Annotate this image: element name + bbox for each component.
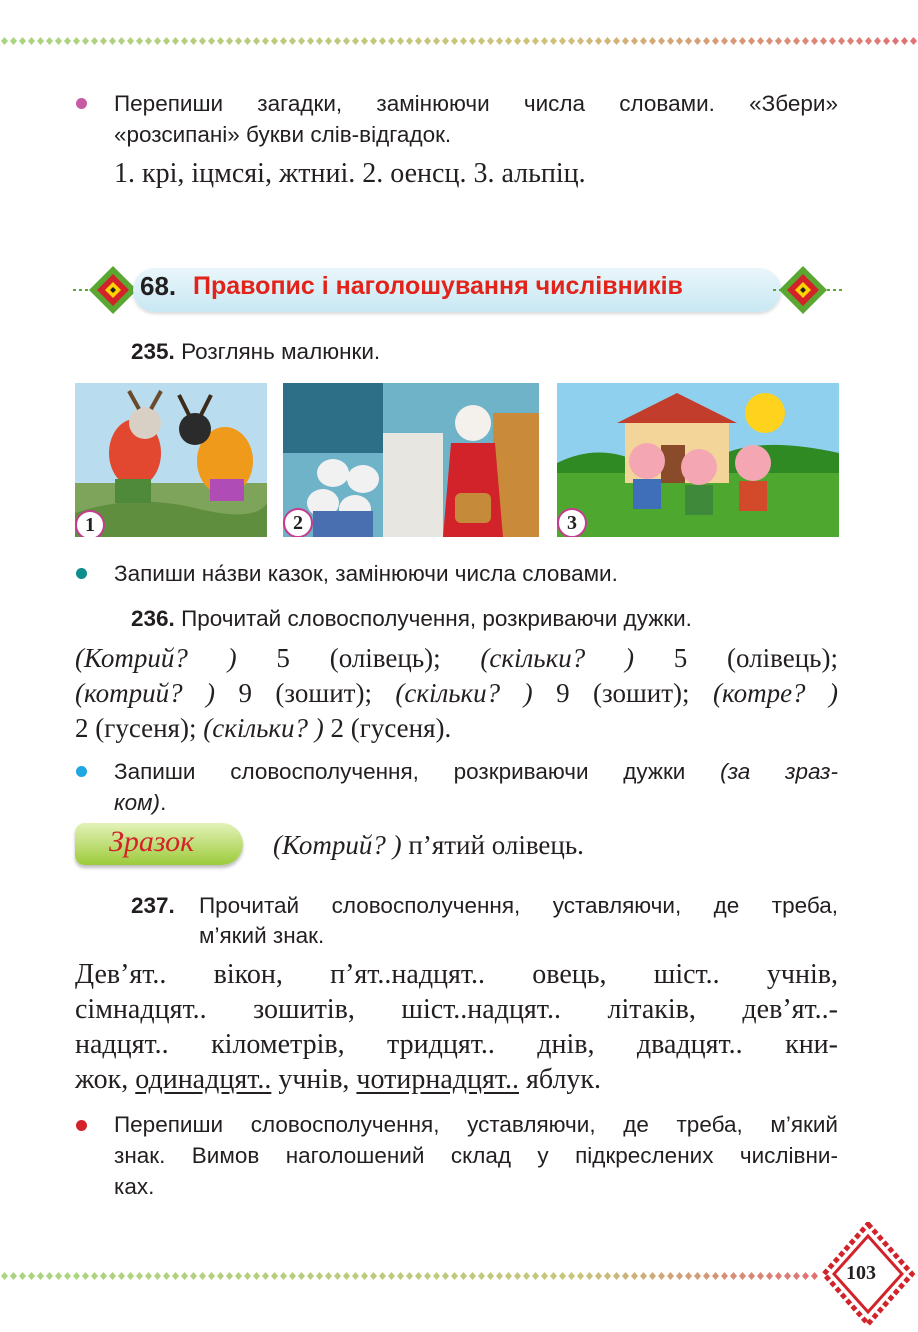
- sample-text: [273, 828, 584, 863]
- right-embroidery-ornament: [773, 262, 843, 318]
- task-237-line4: [75, 1062, 601, 1097]
- bullet-blue: [76, 766, 87, 777]
- picture-badge: 1: [75, 510, 105, 537]
- task-236-line2: [75, 676, 838, 711]
- task-number: 237.: [131, 893, 175, 918]
- question: (Котрий? ): [273, 830, 402, 860]
- text: 2 (гусеня).: [323, 713, 452, 743]
- task-number: 235.: [131, 339, 175, 364]
- text: 5 (олівець);: [236, 643, 481, 673]
- task-235-instruction: Запиши на́зви казок, замінюючи числа словами.: [114, 561, 618, 586]
- picture-1-goats: [75, 383, 267, 537]
- task-236-heading: [131, 603, 692, 634]
- lesson-title: Правопис і наголошування числівників: [193, 272, 683, 300]
- top-task-line1: Перепиши загадки, замінюючи числа словами. «Збери»: [114, 91, 838, 116]
- text: Запиши словосполучення, розкриваючи дужки: [114, 759, 721, 784]
- picture-badge: 2: [283, 508, 313, 537]
- top-task-line2: «розсипані» букви слів-відгадок.: [114, 122, 452, 147]
- question: (скільки? ): [203, 713, 324, 743]
- text-italic: (за зраз-: [720, 759, 838, 784]
- picture-2-goat-and-kids: [283, 383, 539, 537]
- task-237-instruction-line2: знак. Вимов наголошений склад у підкреслених числівни-: [114, 1143, 838, 1168]
- task-235-heading: [131, 336, 380, 367]
- text: 5 (олівець);: [633, 643, 838, 673]
- task-237-text-line1: Прочитай словосполучення, уставляючи, де треба,: [199, 893, 838, 918]
- underlined-numeral: чотирнадцят..: [356, 1064, 520, 1095]
- riddle-answers: 1. крі, іцмсяі, жтниі. 2. оенсц. 3. альпіц.: [114, 158, 586, 189]
- task-237-line2: сімнадцят.. зошитів, шіст..надцят.. літаків, дев’ят..-: [75, 994, 838, 1025]
- task-text: Розглянь малюнки.: [181, 339, 381, 364]
- top-ornament-border: [0, 36, 918, 46]
- question: (котрий? ): [75, 678, 216, 708]
- text: учнів,: [271, 1064, 357, 1095]
- text: 9 (зошит);: [532, 678, 713, 708]
- text: 2 (гусеня);: [75, 713, 204, 743]
- text-italic: ком): [114, 790, 161, 815]
- task-text: Прочитай словосполучення, розкриваючи дужки.: [181, 606, 692, 631]
- task-number: 236.: [131, 606, 175, 631]
- sample-label: Зразок: [109, 825, 195, 858]
- task-237-text-line2: м’який знак.: [199, 923, 325, 948]
- task-236-instruction-line2: [114, 787, 166, 818]
- question: (Котрий? ): [75, 643, 237, 673]
- text: жок,: [75, 1064, 136, 1095]
- question: (скільки? ): [480, 643, 634, 673]
- sample-label-badge: [75, 823, 243, 865]
- question: (котре? ): [712, 678, 838, 708]
- bullet-red: [76, 1120, 87, 1131]
- page-number: 103: [846, 1262, 876, 1284]
- text: .: [160, 790, 167, 815]
- question: (скільки? ): [395, 678, 533, 708]
- picture-3-three-pigs: [557, 383, 839, 537]
- text: яблук.: [519, 1064, 602, 1095]
- task-237-line1: Дев’ят.. вікон, п’ят..надцят.. овець, шіст.. учнів,: [75, 959, 838, 990]
- lesson-number: 68.: [140, 271, 177, 301]
- text: п’ятий олівець.: [401, 830, 584, 860]
- task-236-instruction-line1: [114, 756, 838, 787]
- underlined-numeral: одинадцят..: [135, 1064, 272, 1095]
- bottom-ornament-border: [0, 1271, 820, 1281]
- bullet-teal: [76, 568, 87, 579]
- text: 9 (зошит);: [215, 678, 396, 708]
- task-236-line1: [75, 641, 838, 676]
- task-237-instruction-line3: ках.: [114, 1174, 155, 1199]
- picture-badge: 3: [557, 508, 587, 537]
- bullet-pink: [76, 98, 87, 109]
- task-237-line3: надцят.. кілометрів, тридцят.. днів, двадцят.. кни-: [75, 1029, 838, 1060]
- task-236-line3: [75, 711, 451, 746]
- task-237-instruction-line1: Перепиши словосполучення, уставляючи, де треба, м’який: [114, 1112, 838, 1137]
